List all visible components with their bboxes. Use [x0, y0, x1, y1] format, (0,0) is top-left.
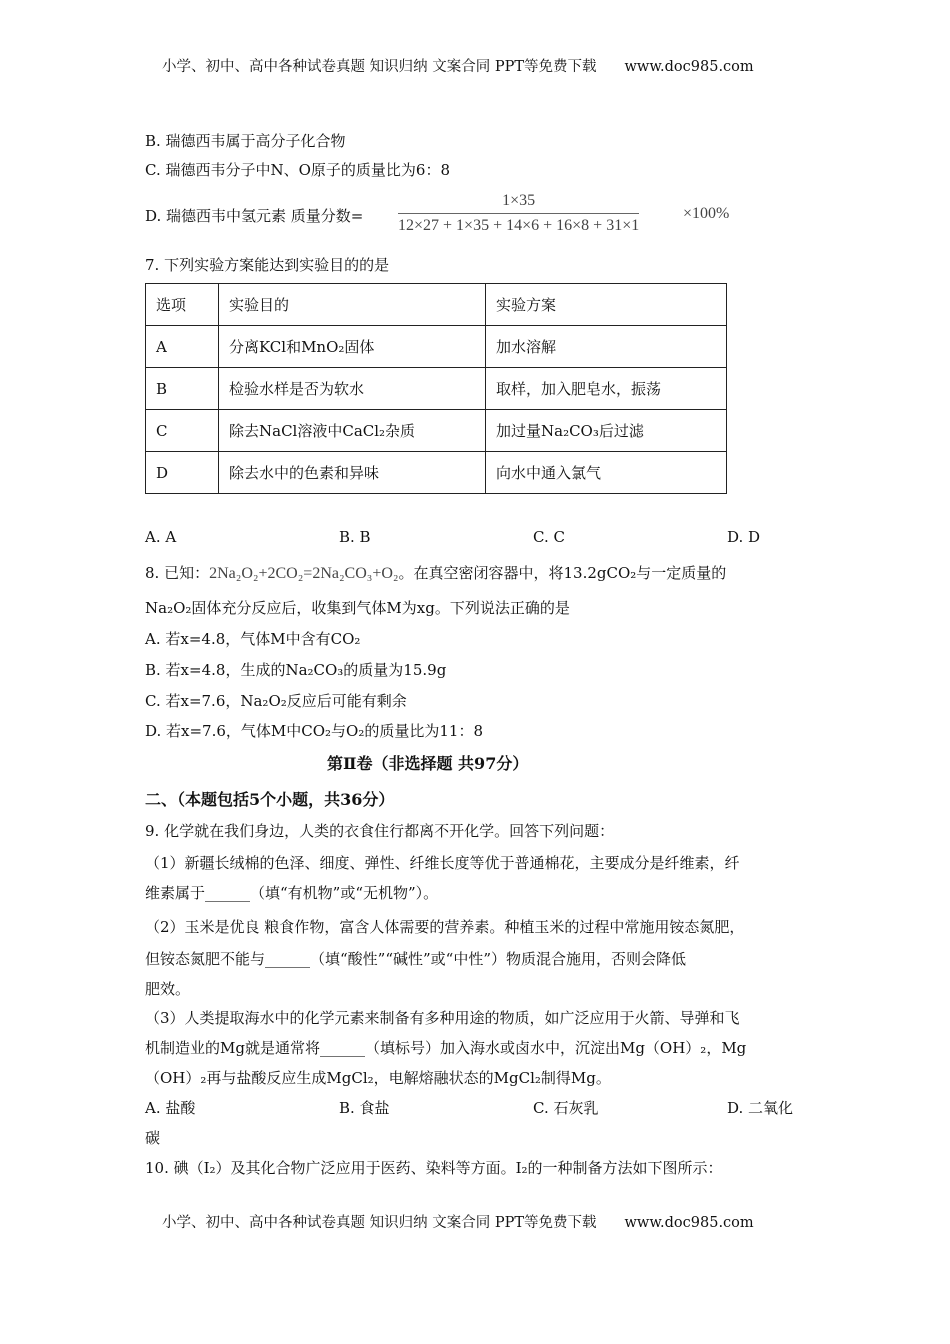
q9-option-d: D. 二氧化: [727, 1099, 794, 1117]
table-row: [146, 410, 727, 452]
fraction-denominator: 12×27 + 1×35 + 14×6 + 16×8 + 31×1: [398, 217, 640, 234]
fraction-percent: ×100%: [683, 205, 730, 222]
q8-option-d: D. 若x=7.6，气体M中CO₂与O₂的质量比为11：8: [145, 722, 483, 740]
table-row: [146, 368, 727, 410]
q8-option-c: C. 若x=7.6，Na₂O₂反应后可能有剩余: [145, 692, 407, 710]
q9-stem: 9. 化学就在我们身边，人类的衣食住行都离不开化学。回答下列问题：: [145, 822, 615, 840]
table-row: [146, 326, 727, 368]
table-cell: 除去NaCl溶液中CaCl₂杂质: [219, 410, 486, 452]
q7-table: [145, 283, 727, 494]
q6-fraction: [398, 192, 639, 235]
table-cell: 加过量Na₂CO₃后过滤: [486, 410, 727, 452]
q9-part2-line1: （2）玉米是优良 粮食作物，富含人体需要的营养素。种植玉米的过程中常施用铵态氮肥，: [145, 918, 745, 936]
q7-option-c: C. C: [533, 528, 565, 546]
table-cell: 分离KCl和MnO₂固体: [219, 326, 486, 368]
part2-title: 第Ⅱ卷（非选择题 共97分）: [327, 754, 529, 773]
page-footer: [162, 1213, 754, 1233]
q9-option-d-wrap: 碳: [145, 1129, 161, 1147]
table-cell: 向水中通入氯气: [486, 452, 727, 494]
q8-prefix: 8. 已知：: [145, 564, 210, 582]
q8-stem1: 。在真空密闭容器中，将13.2gCO₂与一定质量的: [398, 564, 727, 582]
q9-part2-line2: 但铵态氮肥不能与______（填“酸性”“碱性”或“中性”）物质混合施用，否则会降低: [145, 950, 687, 968]
q7-option-d: D. D: [727, 528, 761, 546]
q6-option-b: B. 瑞德西韦属于高分子化合物: [145, 132, 346, 150]
table-header: 选项: [146, 284, 219, 326]
footer-url[interactable]: www.doc985.com: [624, 1215, 754, 1231]
q9-part2-line3: 肥效。: [145, 980, 191, 998]
q8-option-b: B. 若x=4.8，生成的Na₂CO₃的质量为15.9g: [145, 661, 447, 679]
table-cell: 除去水中的色素和异味: [219, 452, 486, 494]
fraction-numerator: 1×35: [398, 192, 639, 214]
table-header-row: [146, 284, 727, 326]
footer-text: 小学、初中、高中各种试卷真题 知识归纳 文案合同 PPT等免费下载: [162, 1215, 597, 1231]
page-header: [162, 57, 754, 77]
header-text: 小学、初中、高中各种试卷真题 知识归纳 文案合同 PPT等免费下载: [162, 59, 597, 75]
table-header: 实验目的: [219, 284, 486, 326]
q10-stem: 10. 碘（I₂）及其化合物广泛应用于医药、染料等方面。I₂的一种制备方法如下图所示：: [145, 1159, 723, 1177]
q9-part3-line2: 机制造业的Mg就是通常将______（填标号）加入海水或卤水中，沉淀出Mg（OH）₂，Mg: [145, 1039, 747, 1057]
q6-option-c: C. 瑞德西韦分子中N、O原子的质量比为6：8: [145, 161, 450, 179]
q8-stem-line1: [145, 563, 726, 584]
table-row: [146, 452, 727, 494]
table-cell: C: [146, 410, 219, 452]
table-cell: B: [146, 368, 219, 410]
q7-option-a: A. A: [145, 528, 177, 546]
q9-option-c: C. 石灰乳: [533, 1099, 599, 1117]
q7-stem: 7. 下列实验方案能达到实验目的的是: [145, 256, 390, 274]
q9-part1-line2: 维素属于______（填“有机物”或“无机物”）。: [145, 884, 439, 902]
q8-equation: 2Na₂O₂+2CO₂=2Na₂CO₃+O₂: [209, 565, 399, 582]
table-header: 实验方案: [486, 284, 727, 326]
table-cell: A: [146, 326, 219, 368]
table-cell: 检验水样是否为软水: [219, 368, 486, 410]
table-cell: D: [146, 452, 219, 494]
q9-part3-line3: （OH）₂再与盐酸反应生成MgCl₂，电解熔融状态的MgCl₂制得Mg。: [145, 1069, 611, 1087]
q9-option-a: A. 盐酸: [145, 1099, 196, 1117]
table-cell: 取样，加入肥皂水，振荡: [486, 368, 727, 410]
q8-option-a: A. 若x=4.8，气体M中含有CO₂: [145, 630, 361, 648]
table-cell: 加水溶解: [486, 326, 727, 368]
q9-part3-line1: （3）人类提取海水中的化学元素来制备有多种用途的物质，如广泛应用于火箭、导弹和飞: [145, 1009, 740, 1027]
q9-option-b: B. 食盐: [339, 1099, 390, 1117]
header-url[interactable]: www.doc985.com: [624, 59, 754, 75]
q6-option-d: D. 瑞德西韦中氢元素 质量分数=: [145, 207, 364, 225]
q7-option-b: B. B: [339, 528, 371, 546]
q9-part1-line1: （1）新疆长绒棉的色泽、细度、弹性、纤维长度等优于普通棉花，主要成分是纤维素，纤: [145, 854, 740, 872]
section-heading: 二、（本题包括5个小题，共36分）: [145, 790, 395, 809]
q8-stem-line2: Na₂O₂固体充分反应后，收集到气体M为xg。下列说法正确的是: [145, 599, 570, 617]
